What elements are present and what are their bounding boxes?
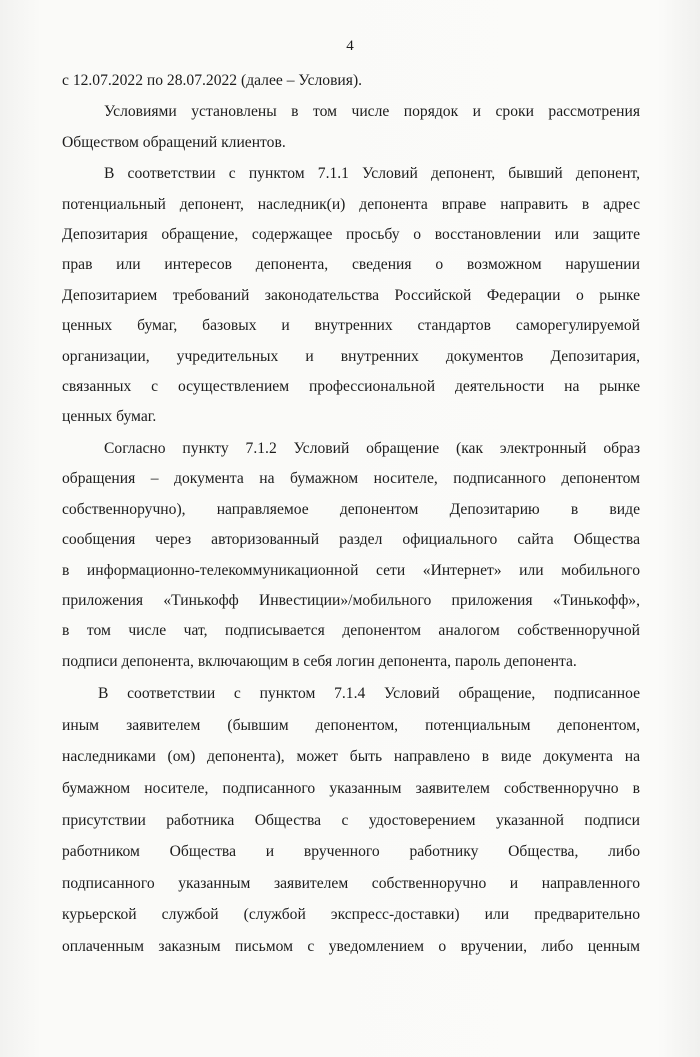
text-line: Условиями установлены в том числе порядок и сроки рассмотрения (104, 103, 640, 121)
text-line: ценных бумаг, базовых и внутренних стандартов саморегулируемой (62, 317, 640, 335)
text-line: ценных бумаг. (62, 408, 157, 426)
document-body (62, 66, 640, 962)
text-line: курьерской службой (службой экспресс-доставки) или предварительно (62, 906, 640, 924)
text-line: обращения – документа на бумажном носителе, подписанного депонентом (62, 470, 640, 488)
text-line: Депозитария обращение, содержащее просьбу о восстановлении или защите (62, 226, 640, 244)
text-line: В соответствии с пунктом 7.1.4 Условий обращение, подписанное (98, 685, 640, 703)
text-line: Депозитарием требований законодательства Российской Федерации о рынке (62, 286, 640, 304)
paragraph-clause-7-1-4 (62, 678, 640, 962)
text-line: потенциальный депонент, наследник(и) депонента вправе направить в адрес (62, 195, 640, 213)
text-line: в информационно-телекоммуникационной сети «Интернет» или мобильного (62, 561, 640, 579)
text-line: собственноручно), направляемое депонентом Депозитарию в виде (62, 500, 640, 518)
text-line: Обществом обращений клиентов. (62, 133, 286, 151)
text-line: В соответствии с пунктом 7.1.1 Условий депонент, бывший депонент, (104, 165, 640, 183)
text-line: оплаченным заказным письмом с уведомлением о вручении, либо ценным (62, 937, 640, 955)
text-line: Согласно пункту 7.1.2 Условий обращение (как электронный образ (104, 439, 640, 457)
paragraph-conditions-intro (62, 97, 640, 158)
text-line: работником Общества и врученного работнику Общества, либо (62, 843, 640, 861)
text-line: приложения «Тинькофф Инвестиции»/мобильного приложения «Тинькофф», (62, 591, 640, 609)
text-line: в том числе чат, подписывается депонентом аналогом собственноручной (62, 622, 640, 640)
text-line: присутствии работника Общества с удостоверением указанной подписи (62, 811, 640, 829)
text-line: бумажном носителе, подписанного указанным заявителем собственноручно в (62, 779, 640, 797)
text-line: организации, учредительных и внутренних документов Депозитария, (62, 347, 640, 365)
text-line: наследниками (ом) депонента), может быть направлено в виде документа на (62, 748, 640, 766)
page-number: 4 (346, 38, 354, 54)
text-line: подписи депонента, включающим в себя логин депонента, пароль депонента. (62, 652, 577, 670)
paragraph-clause-7-1-1 (62, 159, 640, 433)
text-line: иным заявителем (бывшим депонентом, потенциальным депонентом, (62, 716, 640, 734)
paragraph-continuation (62, 66, 640, 96)
text-line: прав или интересов депонента, сведения о возможном нарушении (62, 256, 640, 274)
paragraph-clause-7-1-2 (62, 434, 640, 677)
text-line: с 12.07.2022 по 28.07.2022 (далее – Условия). (62, 72, 363, 89)
text-line: подписанного указанным заявителем собственноручно и направленного (62, 874, 640, 892)
text-line: связанных с осуществлением профессиональной деятельности на рынке (62, 378, 640, 396)
text-line: сообщения через авторизованный раздел официального сайта Общества (62, 531, 640, 549)
